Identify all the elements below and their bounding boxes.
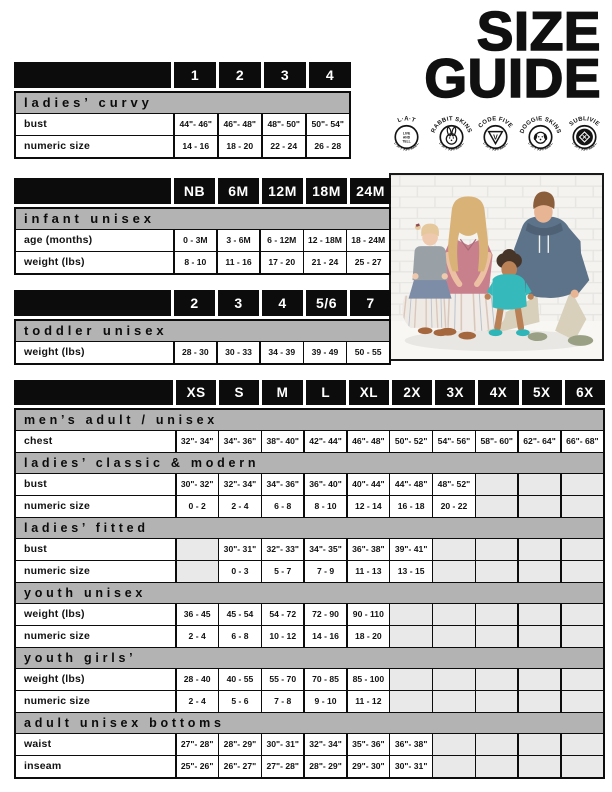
row-label: weight (lbs) (16, 604, 175, 625)
size-cell (562, 604, 603, 625)
size-cell: 46"- 48" (348, 431, 389, 452)
column-header: L (306, 380, 346, 405)
column-header: 12M (262, 178, 303, 204)
size-cell: 6 - 8 (219, 626, 260, 647)
size-cell: 7 - 9 (305, 561, 346, 582)
svg-text:L·A·T APPAREL: L·A·T APPAREL (482, 141, 509, 152)
svg-text:TELL: TELL (402, 139, 411, 144)
svg-text:SUBLIVIE: SUBLIVIE (568, 116, 601, 128)
column-header: 2 (174, 290, 215, 316)
size-cell: 14 - 16 (305, 626, 346, 647)
table-row (16, 474, 603, 495)
size-cell: 5 - 6 (219, 691, 260, 712)
table-row (16, 604, 603, 625)
section-title: ladies’ classic & modern (16, 453, 603, 473)
size-cell: 32"- 34" (177, 431, 218, 452)
size-cell (433, 734, 474, 755)
row-label: waist (16, 734, 175, 755)
svg-text:RABBIT SKINS: RABBIT SKINS (430, 116, 472, 134)
size-cell (562, 691, 603, 712)
size-cell: 32"- 34" (219, 474, 260, 495)
size-cell (433, 626, 474, 647)
svg-text:L·A·T: L·A·T (396, 116, 417, 125)
section-title: ladies’ curvy (16, 93, 349, 113)
svg-text:AND: AND (402, 135, 411, 140)
size-cell: 0 - 3 (219, 561, 260, 582)
size-cell (519, 756, 560, 777)
column-header: 7 (350, 290, 391, 316)
row-label: weight (lbs) (16, 669, 175, 690)
row-label: bust (16, 539, 175, 560)
v-shield-icon (489, 132, 503, 144)
infant-unisex-table (14, 178, 391, 275)
table-body (14, 207, 391, 275)
section-title: toddler unisex (16, 321, 389, 341)
size-cell: 25 - 27 (347, 252, 389, 273)
table-row (16, 669, 603, 690)
row-label: numeric size (16, 626, 175, 647)
size-cell (476, 604, 517, 625)
size-cell: 2 - 4 (177, 691, 218, 712)
size-cell (519, 626, 560, 647)
size-cell (519, 604, 560, 625)
size-cell: 36 - 45 (177, 604, 218, 625)
section-title: infant unisex (16, 209, 389, 229)
brand-badge-sublivie (563, 110, 606, 162)
row-label: numeric size (16, 136, 173, 157)
column-header: 2 (219, 62, 261, 88)
column-header: S (219, 380, 259, 405)
size-cell: 62"- 64" (519, 431, 560, 452)
size-cell (562, 669, 603, 690)
size-cell: 45 - 54 (219, 604, 260, 625)
size-cell: 17 - 20 (261, 252, 303, 273)
column-header: XL (349, 380, 389, 405)
diamond-arrows-icon (576, 129, 593, 146)
size-cell (476, 691, 517, 712)
size-cell (177, 561, 218, 582)
size-cell: 2 - 4 (219, 496, 260, 517)
column-header: 1 (174, 62, 216, 88)
size-cell (390, 604, 431, 625)
size-cell: 18 - 24M (347, 230, 389, 251)
size-cell (562, 734, 603, 755)
live-and-tell-text-icon (402, 132, 411, 144)
size-cell (519, 561, 560, 582)
size-cell (562, 474, 603, 495)
size-cell: 50"- 54" (307, 114, 350, 135)
size-cell (519, 669, 560, 690)
column-header: 5X (522, 380, 562, 405)
size-cell (562, 539, 603, 560)
size-cell: 55 - 70 (262, 669, 303, 690)
size-column-header-row (14, 290, 391, 316)
size-column-header-row (14, 380, 605, 405)
size-cell: 42"- 44" (305, 431, 346, 452)
size-cell: 36"- 38" (348, 539, 389, 560)
size-cell (519, 539, 560, 560)
size-cell: 0 - 3M (175, 230, 217, 251)
page-title (424, 0, 601, 109)
row-label: age (months) (16, 230, 173, 251)
column-header: 18M (306, 178, 347, 204)
svg-text:LIVE: LIVE (402, 131, 411, 136)
brand-badge-rabbit-skins (430, 110, 473, 162)
table-row (16, 561, 603, 582)
section-title: youth unisex (16, 583, 603, 603)
svg-text:L·A·T APPAREL: L·A·T APPAREL (437, 141, 465, 152)
row-label: inseam (16, 756, 175, 777)
size-cell: 9 - 10 (305, 691, 346, 712)
size-cell: 50 - 55 (347, 342, 389, 363)
table-body (14, 91, 351, 159)
size-cell (390, 691, 431, 712)
adult-sizes-table (14, 380, 605, 779)
column-header: 2X (392, 380, 432, 405)
ladies-curvy-table (14, 62, 351, 159)
size-cell (433, 756, 474, 777)
size-cell (433, 539, 474, 560)
size-cell: 27"- 28" (262, 756, 303, 777)
brand-badge-lat (385, 110, 428, 162)
rabbit-icon (446, 127, 456, 144)
size-cell: 28"- 29" (219, 734, 260, 755)
size-cell (390, 626, 431, 647)
svg-text:L·A·T APPAREL: L·A·T APPAREL (393, 141, 420, 152)
column-header: 5/6 (306, 290, 347, 316)
table-body (14, 319, 391, 365)
size-cell (433, 691, 474, 712)
section-title: ladies’ fitted (16, 518, 603, 538)
column-header: 4 (309, 62, 351, 88)
size-cell: 48"- 50" (263, 114, 306, 135)
size-cell (562, 756, 603, 777)
size-cell: 26 - 28 (307, 136, 350, 157)
column-header: M (262, 380, 302, 405)
family-photo (389, 173, 604, 361)
size-cell: 10 - 12 (262, 626, 303, 647)
column-header: 3 (264, 62, 306, 88)
size-cell: 26"- 27" (219, 756, 260, 777)
size-cell: 39"- 41" (390, 539, 431, 560)
size-column-header-row (14, 178, 391, 204)
size-cell: 20 - 22 (433, 496, 474, 517)
size-cell: 2 - 4 (177, 626, 218, 647)
row-label: weight (lbs) (16, 342, 173, 363)
row-label: numeric size (16, 496, 175, 517)
size-cell: 28 - 40 (177, 669, 218, 690)
size-cell (177, 539, 218, 560)
size-cell: 58"- 60" (476, 431, 517, 452)
svg-text:CODE FIVE: CODE FIVE (477, 116, 514, 130)
toddler-unisex-table (14, 290, 391, 365)
size-cell: 36"- 40" (305, 474, 346, 495)
row-label: numeric size (16, 561, 175, 582)
page-title-line-2: GUIDE (424, 47, 601, 109)
table-row (16, 626, 603, 647)
brand-badges (385, 110, 606, 162)
size-cell (476, 539, 517, 560)
size-cell: 32"- 33" (262, 539, 303, 560)
section-title: men’s adult / unisex (16, 410, 603, 430)
page-title-line-1: SIZE (476, 0, 601, 62)
svg-text:L·A·T APPAREL: L·A·T APPAREL (571, 141, 598, 152)
size-cell: 38"- 40" (262, 431, 303, 452)
size-cell: 72 - 90 (305, 604, 346, 625)
size-cell: 50"- 52" (390, 431, 431, 452)
table-row (16, 431, 603, 452)
section-title: youth girls’ (16, 648, 603, 668)
size-cell: 30 - 33 (218, 342, 260, 363)
size-cell: 70 - 85 (305, 669, 346, 690)
size-cell: 66"- 68" (562, 431, 603, 452)
table-row (16, 252, 389, 273)
size-cell: 54 - 72 (262, 604, 303, 625)
column-header: 3 (218, 290, 259, 316)
size-cell: 18 - 20 (348, 626, 389, 647)
column-header: 3X (435, 380, 475, 405)
dog-icon (533, 132, 548, 143)
header-black-bar (14, 290, 171, 316)
size-cell (433, 604, 474, 625)
size-cell (519, 474, 560, 495)
size-cell: 30"- 32" (177, 474, 218, 495)
size-cell: 8 - 10 (305, 496, 346, 517)
size-cell: 40 - 55 (219, 669, 260, 690)
table-row (16, 734, 603, 755)
size-cell: 18 - 20 (219, 136, 262, 157)
header-black-bar (14, 62, 171, 88)
size-cell: 21 - 24 (304, 252, 346, 273)
size-cell: 44"- 46" (175, 114, 218, 135)
column-header: 24M (350, 178, 391, 204)
size-cell: 12 - 14 (348, 496, 389, 517)
size-cell: 28"- 29" (305, 756, 346, 777)
size-cell: 14 - 16 (175, 136, 218, 157)
table-row (16, 756, 603, 777)
size-cell: 11 - 13 (348, 561, 389, 582)
size-cell: 13 - 15 (390, 561, 431, 582)
svg-text:DOGGIE SKINS: DOGGIE SKINS (519, 116, 561, 135)
size-cell: 29"- 30" (348, 756, 389, 777)
size-cell: 11 - 16 (218, 252, 260, 273)
size-cell: 39 - 49 (304, 342, 346, 363)
column-header: NB (174, 178, 215, 204)
size-cell: 34 - 39 (261, 342, 303, 363)
size-cell: 54"- 56" (433, 431, 474, 452)
size-cell (433, 669, 474, 690)
table-row (16, 691, 603, 712)
size-cell: 30"- 31" (219, 539, 260, 560)
size-cell: 12 - 18M (304, 230, 346, 251)
column-header: 4 (262, 290, 303, 316)
size-cell: 22 - 24 (263, 136, 306, 157)
size-cell: 44"- 48" (390, 474, 431, 495)
size-cell (476, 496, 517, 517)
size-cell: 8 - 10 (175, 252, 217, 273)
row-label: bust (16, 474, 175, 495)
size-cell: 28 - 30 (175, 342, 217, 363)
size-cell: 46"- 48" (219, 114, 262, 135)
size-cell: 34"- 36" (262, 474, 303, 495)
row-label: chest (16, 431, 175, 452)
size-cell: 48"- 52" (433, 474, 474, 495)
table-row (16, 230, 389, 251)
size-cell (476, 669, 517, 690)
size-column-header-row (14, 62, 351, 88)
svg-text:V: V (493, 134, 498, 142)
size-cell: 30"- 31" (390, 756, 431, 777)
brand-badge-doggie-skins (519, 110, 562, 162)
row-label: weight (lbs) (16, 252, 173, 273)
size-cell: 0 - 2 (177, 496, 218, 517)
size-cell (562, 496, 603, 517)
brand-badge-code-five (474, 110, 517, 162)
size-cell: 85 - 100 (348, 669, 389, 690)
size-cell (476, 561, 517, 582)
size-cell: 35"- 36" (348, 734, 389, 755)
column-header: 4X (478, 380, 518, 405)
size-cell (476, 474, 517, 495)
header-black-bar (14, 178, 171, 204)
size-cell: 34"- 36" (219, 431, 260, 452)
size-cell: 90 - 110 (348, 604, 389, 625)
size-cell: 5 - 7 (262, 561, 303, 582)
header-black-bar (14, 380, 173, 405)
table-body (14, 408, 605, 779)
size-cell (476, 734, 517, 755)
table-row (16, 539, 603, 560)
size-cell: 36"- 38" (390, 734, 431, 755)
size-cell: 7 - 8 (262, 691, 303, 712)
size-cell: 27"- 28" (177, 734, 218, 755)
size-cell (390, 669, 431, 690)
size-cell (562, 561, 603, 582)
size-cell: 16 - 18 (390, 496, 431, 517)
size-cell (519, 496, 560, 517)
size-cell (476, 756, 517, 777)
row-label: numeric size (16, 691, 175, 712)
column-header: 6M (218, 178, 259, 204)
size-cell: 3 - 6M (218, 230, 260, 251)
column-header: XS (176, 380, 216, 405)
size-cell: 25"- 26" (177, 756, 218, 777)
table-row (16, 496, 603, 517)
size-cell: 34"- 35" (305, 539, 346, 560)
size-cell: 6 - 8 (262, 496, 303, 517)
size-cell (519, 691, 560, 712)
table-row (16, 342, 389, 363)
size-cell: 6 - 12M (261, 230, 303, 251)
size-cell: 32"- 34" (305, 734, 346, 755)
size-cell: 40"- 44" (348, 474, 389, 495)
size-cell (562, 626, 603, 647)
svg-text:L·A·T APPAREL: L·A·T APPAREL (526, 141, 554, 152)
table-row (16, 114, 349, 135)
section-title: adult unisex bottoms (16, 713, 603, 733)
size-cell: 11 - 12 (348, 691, 389, 712)
size-cell (519, 734, 560, 755)
table-row (16, 136, 349, 157)
row-label: bust (16, 114, 173, 135)
size-cell (476, 626, 517, 647)
size-cell: 30"- 31" (262, 734, 303, 755)
size-cell (433, 561, 474, 582)
column-header: 6X (565, 380, 605, 405)
